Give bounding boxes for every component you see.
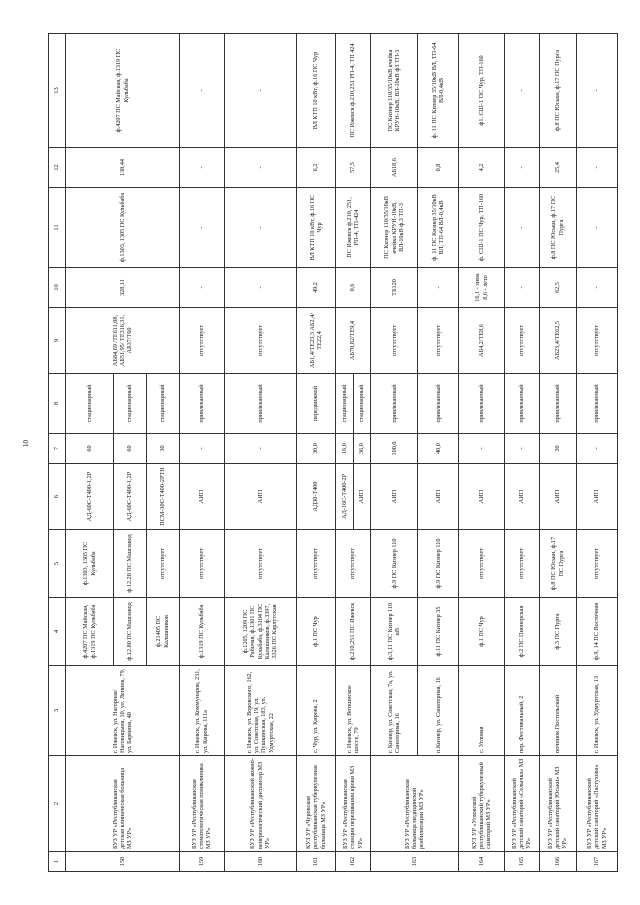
cell: - bbox=[224, 188, 296, 268]
cell: 4,2 bbox=[459, 148, 504, 188]
col-header: 1 bbox=[49, 852, 66, 872]
cell: АИП bbox=[539, 464, 576, 530]
facility-address: с. Чур, ул. Кирова, 2 bbox=[296, 666, 335, 756]
cell: - bbox=[179, 268, 224, 308]
cell: АБ1,4/ТЕ23,3 АБ2,4/ТЕ22,4 bbox=[296, 308, 335, 374]
cell: АД-60С-Т400-1,2Р bbox=[66, 464, 113, 530]
cell: привлекаемый bbox=[179, 374, 224, 434]
row-number: 165 bbox=[504, 852, 539, 872]
cell: ф.9 ПС Кизнер 110 bbox=[418, 530, 459, 598]
facility-name: БУЗ УР «Республиканская стоматологическая поликлиника МЗ УР» bbox=[179, 756, 224, 852]
cell: АБ23,4/ТЕ62,5 bbox=[539, 308, 576, 374]
cell: ф.1 ПС Чур bbox=[296, 598, 335, 666]
facility-address: г. Ижевск, ул. Воткинское шоссе, 79 bbox=[336, 666, 371, 756]
col-header: 12 bbox=[49, 148, 66, 188]
cell: ф.11 ПС Кизнер 35 bbox=[418, 598, 459, 666]
cell: привлекаемый bbox=[371, 374, 418, 434]
row-number: 159 bbox=[179, 852, 224, 872]
col-header: 5 bbox=[49, 530, 66, 598]
cell: 6,2 bbox=[296, 148, 335, 188]
cell: 25,4 bbox=[539, 148, 576, 188]
cell: отсутствует bbox=[179, 530, 224, 598]
cell: отсутствует bbox=[504, 308, 539, 374]
cell: - bbox=[504, 34, 539, 148]
facility-name: БУЗ УР «Республиканский детский санаторий «Селычка» МЗ УР» bbox=[504, 756, 539, 852]
col-header: 7 bbox=[49, 434, 66, 464]
table-row bbox=[539, 34, 576, 872]
row-number: 166 bbox=[539, 852, 576, 872]
facility-name: БУЗ УР «Республиканская станция переливания крови МЗ УР» bbox=[336, 756, 371, 852]
cell: стационарный bbox=[66, 374, 113, 434]
cell: 36,0 bbox=[353, 434, 370, 463]
cell: 16,0 bbox=[340, 443, 348, 454]
cell: - bbox=[224, 268, 296, 308]
rotated-page bbox=[48, 34, 618, 872]
cell: - bbox=[179, 434, 224, 464]
cell: ф. 11 ПС Кизнер 35/10кВ ВЛ, ТП-64 ВЛ-0,4кВ bbox=[418, 34, 459, 148]
cell: 30,0 bbox=[296, 434, 335, 464]
cell: - bbox=[418, 268, 459, 308]
cell: отсутствует bbox=[179, 308, 224, 374]
cell: 49,2 bbox=[296, 268, 335, 308]
cell: 16,1 - зима 8,6 - лето bbox=[459, 268, 504, 308]
cell: - bbox=[459, 434, 504, 464]
cell: ВЛ КТП 10 кВт, ф.16 ПС Чур bbox=[296, 188, 335, 268]
row-number: 167 bbox=[576, 852, 617, 872]
cell: - bbox=[224, 34, 296, 148]
cell: - bbox=[504, 268, 539, 308]
cell: ф.8 ПС Юськи, ф.17 ПС Пурга bbox=[539, 34, 576, 148]
cell: 328,11 bbox=[66, 268, 179, 308]
facility-name: КУЗ УР «Угловской республиканский туберкулезный санаторий МЗ УР» bbox=[459, 756, 504, 852]
col-header: 13 bbox=[49, 34, 66, 148]
cell: ф.3,11 ПС Кизнер 110 кВ bbox=[371, 598, 418, 666]
cell: 30 bbox=[539, 434, 576, 464]
cell: - bbox=[576, 434, 617, 464]
cell: 0,8 bbox=[418, 148, 459, 188]
cell: - bbox=[179, 148, 224, 188]
cell: АБ4,2/ТЕ8,6 bbox=[459, 308, 504, 374]
cell: - bbox=[576, 268, 617, 308]
cell: 60 bbox=[66, 434, 113, 464]
cell: ф.3 ПС Пурга bbox=[539, 598, 576, 666]
header-row bbox=[49, 34, 66, 872]
col-header: 10 bbox=[49, 268, 66, 308]
col-header: 3 bbox=[49, 666, 66, 756]
cell: ф. СШ-1 ПС Чур, ТП-160 bbox=[459, 188, 504, 268]
cell: АИП bbox=[576, 464, 617, 530]
cell: ПС Ижевск ф.210,251 РП-4, ТП 424 bbox=[336, 34, 371, 148]
cell: 60 bbox=[113, 434, 146, 464]
cell: отсутствует bbox=[459, 530, 504, 598]
cell: привлекаемый bbox=[576, 374, 617, 434]
cell: ф.1303, 1305 ПС Кульбаба bbox=[66, 188, 179, 268]
cell: привлекаемый bbox=[418, 374, 459, 434]
col-header: 6 bbox=[49, 464, 66, 530]
split-cell bbox=[336, 464, 371, 530]
facility-address: г. Кизнер, ул. Советская, 7а, ул. Санаторная, 16 bbox=[371, 666, 418, 756]
cell: привлекаемый bbox=[459, 374, 504, 434]
cell: - bbox=[576, 34, 617, 148]
cell: отсутствует bbox=[296, 530, 335, 598]
cell: стационарный bbox=[146, 374, 179, 434]
cell: АИП bbox=[224, 464, 296, 530]
facilities-table bbox=[48, 33, 618, 872]
cell: ПС Кизнер 110/35/10кВ ячейка КРУН-10кВ, ВЛ-10кВ ф3 ТП-3 bbox=[371, 34, 418, 148]
cell: ф.9, 14 ПС Восточная bbox=[576, 598, 617, 666]
facility-name: БУЗ УР «Республиканский кожно-венерологический диспансер МЗ УР» bbox=[224, 756, 296, 852]
table-row bbox=[179, 34, 224, 872]
cell: отсутствует bbox=[418, 308, 459, 374]
row-number: 158 bbox=[66, 852, 179, 872]
facility-address: пер. Фестивальный, 2 bbox=[504, 666, 539, 756]
facility-name: БУЗ УР «Республиканская больница медицинской реабилитации МЗ УР» bbox=[371, 756, 459, 852]
cell: ф.1303, 1305 ПС Кульбаба bbox=[66, 530, 113, 598]
facility-address: г. Ижевск, ул. Коммунаров, 231, ул. Кирова, 111а bbox=[179, 666, 224, 756]
cell: АИП bbox=[371, 464, 418, 530]
cell: ф.2 ПС Пионерская bbox=[504, 598, 539, 666]
cell: - bbox=[179, 188, 224, 268]
table-row bbox=[371, 34, 418, 872]
cell: АБ84,69 /ТЕ611,08, АБ51,95/ ТЕ316,31, АБ37/Т60 bbox=[66, 308, 179, 374]
page-number: 10 bbox=[22, 440, 30, 447]
table-row bbox=[66, 34, 113, 872]
cell: отсутствует bbox=[146, 530, 179, 598]
facility-name: БУЗ УР «Республиканский детский санаторий Юськи» МЗ УР» bbox=[539, 756, 576, 852]
table-row bbox=[459, 34, 504, 872]
cell: ф.8 ПС Юськи, ф.17 ПС Пурга bbox=[539, 530, 576, 598]
cell: - bbox=[504, 188, 539, 268]
cell: ф.4207 ПС Майская, ф.1319 ПС Кульбаба bbox=[66, 34, 179, 148]
cell: отсутствует bbox=[224, 308, 296, 374]
row-number: 162 bbox=[336, 852, 371, 872]
split-cell bbox=[336, 374, 371, 434]
cell: ф.4207 ПС Майская, ф.1319 ПС Кульбаба bbox=[66, 598, 113, 666]
cell: 100,0 bbox=[371, 434, 418, 464]
cell: ф.1319 ПС Кульбаба bbox=[179, 598, 224, 666]
cell: - bbox=[576, 148, 617, 188]
cell: 138,44 bbox=[66, 148, 179, 188]
col-header: 4 bbox=[49, 598, 66, 666]
cell: ПСМ-30С-Т400-2РТН bbox=[146, 464, 179, 530]
cell: АБ70,82/ТЕ9,4 bbox=[336, 308, 371, 374]
facility-address: п.Кизнер, ул. Санаторная, 16 bbox=[418, 666, 459, 756]
cell: АД30-Т400 bbox=[296, 464, 335, 530]
row-number: 160 bbox=[224, 852, 296, 872]
table-row bbox=[576, 34, 617, 872]
cell: отсутствует bbox=[336, 530, 371, 598]
cell: стационарный bbox=[340, 384, 348, 423]
row-number: 161 bbox=[296, 852, 335, 872]
facility-address: г. Ижевск, ул. Нагорная/ Наговицына, 10, ул. Ленина, 79, ул. Бармина, 40 bbox=[66, 666, 179, 756]
cell: стационарный bbox=[113, 374, 146, 434]
cell: АИП bbox=[353, 464, 370, 529]
table-row bbox=[418, 34, 459, 872]
cell: ф.210,251 ПС Ижевск bbox=[336, 598, 371, 666]
cell: 62,5 bbox=[539, 268, 576, 308]
split-cell bbox=[336, 434, 371, 464]
cell: ПС Ижевск ф.210, 251, РП-4, ТП-424 bbox=[336, 188, 371, 268]
cell: ф.21405 ПС Калашников bbox=[146, 598, 179, 666]
cell: ТБ120 bbox=[371, 268, 418, 308]
facility-address: г. Ижевск, ул. Воровского, 162, ул. Советская, 19, ул. Пушкинская, 183, ул. Удмуртская, 22 bbox=[224, 666, 296, 756]
cell: отсутствует bbox=[504, 530, 539, 598]
cell: АИП bbox=[418, 464, 459, 530]
cell: - bbox=[576, 188, 617, 268]
cell: передвижной bbox=[296, 374, 335, 434]
col-header: 9 bbox=[49, 308, 66, 374]
cell: отсутствует bbox=[576, 308, 617, 374]
cell: 30 bbox=[146, 434, 179, 464]
facility-address: г. Ижевск, ул. Удмуртская, 13 bbox=[576, 666, 617, 756]
col-header: 8 bbox=[49, 374, 66, 434]
cell: отсутствует bbox=[224, 530, 296, 598]
table-row bbox=[296, 34, 335, 872]
cell: АИП bbox=[459, 464, 504, 530]
cell: ф.8 ПС Юськи, ф.17 ПС Пурга bbox=[539, 188, 576, 268]
cell: АД-16С-Т400-2Р bbox=[340, 474, 348, 519]
col-header: 2 bbox=[49, 756, 66, 852]
cell: привлекаемый bbox=[504, 374, 539, 434]
cell: ф.1 ПС Чур bbox=[459, 598, 504, 666]
cell: АИП bbox=[179, 464, 224, 530]
cell: 57,5 bbox=[336, 148, 371, 188]
row-number: 164 bbox=[459, 852, 504, 872]
cell: 40,0 bbox=[418, 434, 459, 464]
row-number: 163 bbox=[371, 852, 459, 872]
facility-name: БУЗ УР «Республиканский детский санаторий «Пастухова» МЗ УР» bbox=[576, 756, 617, 852]
cell: - bbox=[224, 148, 296, 188]
cell: - bbox=[179, 34, 224, 148]
table-row bbox=[336, 34, 371, 872]
cell: - bbox=[504, 434, 539, 464]
cell: ф1. СШ-1 ПС Чур, ТП-160 bbox=[459, 34, 504, 148]
cell: стационарный bbox=[353, 374, 370, 433]
col-header: 11 bbox=[49, 188, 66, 268]
facility-address: с. Угловая bbox=[459, 666, 504, 756]
cell: ф. 11 ПС Кизнер 35/10кВ ВЛ, ТП-64 ВЛ-0,4кВ bbox=[418, 188, 459, 268]
cell: - bbox=[504, 148, 539, 188]
facility-name: КУЗ УР «Чуровская республиканская туберкулезная больница МЗ УР» bbox=[296, 756, 335, 852]
cell: привлекаемый bbox=[539, 374, 576, 434]
table-row bbox=[504, 34, 539, 872]
cell: АБ18,6 bbox=[371, 148, 418, 188]
cell: ВЛ КТП 10 кВт, ф.16 ПС Чур bbox=[296, 34, 335, 148]
facility-address: починок Постольский bbox=[539, 666, 576, 756]
cell: отсутствует bbox=[371, 308, 418, 374]
cell: АИП bbox=[504, 464, 539, 530]
cell: ф.1205, 1209 ПС Рабочая, ф.1301 ПС Кульбаба, ф.3104 ПС Калашников, ф.3397, 3326 ПС Карлутская bbox=[224, 598, 296, 666]
cell: АД-60С-Т400-1,2Р bbox=[113, 464, 146, 530]
facility-name: БУЗ УР «Республиканская детская клиническая больница МЗ УР» bbox=[66, 756, 179, 852]
cell: - bbox=[224, 434, 296, 464]
cell: ф.12.28 ПС Машзавод bbox=[113, 530, 146, 598]
cell: ф.9 ПС Кизнер 110 bbox=[371, 530, 418, 598]
cell: отсутствует bbox=[576, 530, 617, 598]
table-row bbox=[224, 34, 296, 872]
cell: 0,6 bbox=[336, 268, 371, 308]
cell: ф.12.80 ПС Машзавод bbox=[113, 598, 146, 666]
cell: ПС Кизнер 110/35/10кВ ячейка КРУН-10кВ, ВЛ-10кВ ф.3 ТП-3 bbox=[371, 188, 418, 268]
cell: привлекаемый bbox=[224, 374, 296, 434]
